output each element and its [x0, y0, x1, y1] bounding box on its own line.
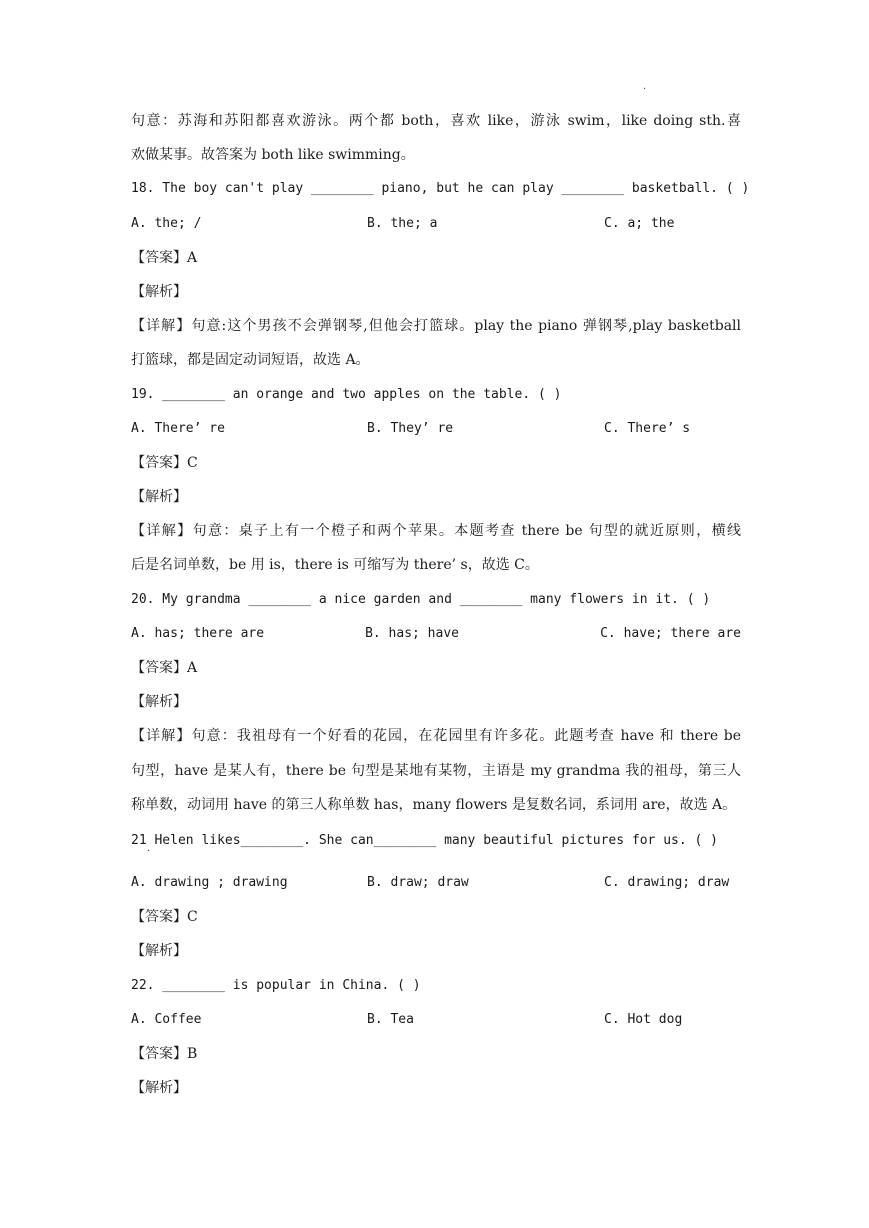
text-line: 打篮球，都是固定动词短语，故选 A。 — [131, 352, 370, 369]
option-b: B. the; a — [367, 215, 438, 231]
option-b: B. has; have — [365, 625, 459, 641]
option-a: A. drawing ; drawing — [131, 874, 288, 890]
text-line: 【解析】 — [131, 694, 187, 711]
text-line: 句型，have 是某人有，there be 句型是某地有某物，主语是 my grandma 我的祖母，第三人 — [131, 762, 741, 779]
page-corner-mark: · — [643, 84, 647, 95]
option-c: C. a; the — [604, 215, 675, 231]
text-line: 【答案】A — [131, 660, 198, 676]
text-line: 【答案】A — [131, 249, 198, 266]
option-a: A. Coffee — [131, 1011, 202, 1027]
answer-options — [131, 617, 741, 651]
text-line: 【详解】句意:这个男孩不会弹钢琴,但他会打篮球。play the piano 弹钢琴,play basketball — [131, 318, 741, 335]
text-line: 【解析】 — [131, 283, 187, 300]
document-body — [131, 104, 750, 1105]
option-b: B. Tea — [367, 1011, 414, 1027]
text-line: 22. ________ is popular in China. ( ) — [131, 977, 421, 993]
text-line: 【详解】句意：我祖母有一个好看的花园，在花园里有许多花。此题考查 have 和 there be — [131, 728, 741, 745]
option-c: C. drawing; draw — [604, 874, 730, 890]
option-b: B. They’ re — [367, 420, 454, 436]
option-c: C. Hot dog — [604, 1011, 683, 1027]
text-line: 句意：苏海和苏阳都喜欢游泳。两个都 both，喜欢 like，游泳 swim，like doing sth.喜 — [131, 113, 741, 129]
option-c: C. There’ s — [604, 420, 691, 436]
text-line: 【解析】 — [131, 489, 187, 506]
answer-options — [131, 1003, 741, 1037]
option-c: C. have; there are — [600, 625, 741, 641]
text-line: 【答案】C — [131, 909, 198, 926]
text-line: 【解析】 — [131, 1080, 187, 1097]
text-line: 欢做某事。故答案为 both like swimming。 — [131, 147, 415, 164]
text-line: 【详解】句意：桌子上有一个橙子和两个苹果。本题考查 there be 句型的就近原则，横线 — [131, 523, 741, 540]
option-b: B. draw; draw — [367, 874, 469, 890]
stray-mark: · — [147, 846, 151, 857]
text-line: 【答案】C — [131, 454, 198, 471]
option-a: A. the; / — [131, 215, 202, 231]
text-line: 19. ________ an orange and two apples on the table. ( ) — [131, 386, 562, 402]
text-line: 称单数，动词用 have 的第三人称单数 has，many flowers 是复数名词，系词用 are，故选 A。 — [131, 796, 737, 813]
text-line: 21 Helen likes________. She can________ many beautiful pictures for us. ( ) — [131, 832, 718, 848]
text-line: 后是名词单数，be 用 is，there is 可缩写为 there’ s，故选 C。 — [131, 557, 539, 574]
text-line: 【答案】B — [131, 1045, 198, 1062]
text-line: 20. My grandma ________ a nice garden and ________ many flowers in it. ( ) — [131, 591, 711, 607]
option-a: A. has; there are — [131, 625, 265, 641]
answer-options — [131, 412, 741, 446]
text-line: 18. The boy can't play ________ piano, but he can play ________ basketball. ( ) — [131, 181, 750, 197]
answer-options — [131, 866, 741, 900]
answer-options — [131, 207, 741, 241]
text-line: 【解析】 — [131, 943, 187, 960]
option-a: A. There’ re — [131, 420, 225, 436]
